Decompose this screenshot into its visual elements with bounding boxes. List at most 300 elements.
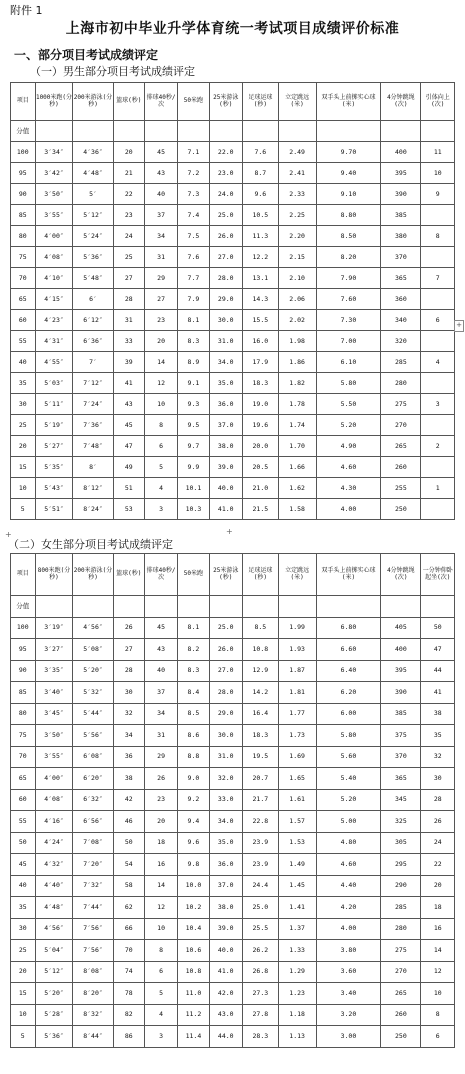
header-cell: 排球40秒/次 — [144, 554, 177, 596]
table-cell: 31 — [113, 310, 144, 331]
table-cell: 7.1 — [178, 142, 209, 163]
appendix-label: 附件 1 — [10, 4, 43, 17]
table-cell: 370 — [381, 247, 421, 268]
table-cell: 36 — [113, 746, 144, 768]
table-cell: 23.9 — [242, 854, 278, 876]
score-cell: 100 — [11, 617, 36, 639]
table-cell: 45 — [144, 142, 177, 163]
table-cell: 5′32″ — [73, 682, 113, 704]
table-cell: 31 — [144, 247, 177, 268]
table-cell: 395 — [381, 660, 421, 682]
table-cell: 3 — [144, 499, 177, 520]
table-cell: 8.50 — [316, 226, 381, 247]
header-cell: 足球运球(秒) — [242, 83, 278, 121]
table-cell: 3′45″ — [35, 703, 73, 725]
table-cell: 31.0 — [209, 331, 242, 352]
table-cell: 4′40″ — [35, 875, 73, 897]
table-cell: 5′20″ — [35, 983, 73, 1005]
table-cell: 8.3 — [178, 660, 209, 682]
table-cell: 325 — [381, 811, 421, 833]
table-cell: 47 — [113, 436, 144, 457]
table-cell: 5.80 — [316, 725, 381, 747]
table-cell: 9 — [421, 184, 455, 205]
table-cell: 32 — [113, 703, 144, 725]
table-cell: 7′56″ — [73, 918, 113, 940]
table-cell: 6 — [144, 436, 177, 457]
table-cell: 4.90 — [316, 436, 381, 457]
table-cell: 44.0 — [209, 1026, 242, 1048]
table-cell — [421, 415, 455, 436]
table-cell: 2.02 — [278, 310, 316, 331]
table-cell: 5′24″ — [73, 226, 113, 247]
table-cell: 4′16″ — [35, 811, 73, 833]
table-cell: 320 — [381, 331, 421, 352]
table-cell: 1.57 — [278, 811, 316, 833]
score-cell: 15 — [11, 457, 36, 478]
table-cell: 26.0 — [209, 226, 242, 247]
score-cell: 10 — [11, 1004, 36, 1026]
table-cell: 3.00 — [316, 1026, 381, 1048]
table-cell: 37 — [144, 205, 177, 226]
table-cell: 41 — [421, 682, 455, 704]
table-cell: 7′24″ — [73, 394, 113, 415]
table-cell: 38 — [421, 703, 455, 725]
table-cell: 5.20 — [316, 789, 381, 811]
score-cell: 90 — [11, 184, 36, 205]
table-cell: 43 — [113, 394, 144, 415]
table-move-handle[interactable]: + — [226, 527, 233, 536]
table-row — [11, 811, 455, 833]
table-cell: 8.5 — [178, 703, 209, 725]
table-cell: 4′24″ — [35, 832, 73, 854]
table-cell: 43.0 — [209, 1004, 242, 1026]
table-cell: 18 — [144, 832, 177, 854]
table-cell: 400 — [381, 142, 421, 163]
table-cell: 1.69 — [278, 746, 316, 768]
empty-cell — [35, 596, 73, 618]
table-cell: 4′08″ — [35, 247, 73, 268]
table-cell: 43 — [144, 639, 177, 661]
table-cell: 25.0 — [209, 617, 242, 639]
table-cell: 9.7 — [178, 436, 209, 457]
table-cell: 280 — [381, 918, 421, 940]
table-cell: 33 — [113, 331, 144, 352]
table-cell: 3′27″ — [35, 639, 73, 661]
table-cell: 2.49 — [278, 142, 316, 163]
table-cell: 10 — [421, 983, 455, 1005]
table-cell: 14 — [421, 940, 455, 962]
table-cell: 16.0 — [242, 331, 278, 352]
table-cell: 1.62 — [278, 478, 316, 499]
table-cell: 7′44″ — [73, 897, 113, 919]
table-cell: 23 — [144, 789, 177, 811]
table-cell: 25.0 — [242, 897, 278, 919]
table-row — [11, 310, 455, 331]
table-cell: 7′20″ — [73, 854, 113, 876]
table-row — [11, 394, 455, 415]
table-cell: 34 — [144, 703, 177, 725]
header-cell: 立定跳远(米) — [278, 554, 316, 596]
table-cell: 8.7 — [242, 163, 278, 184]
table-cell: 5′04″ — [35, 940, 73, 962]
table-cell: 46 — [113, 811, 144, 833]
table-cell: 3.20 — [316, 1004, 381, 1026]
header-cell: 项目 — [11, 554, 36, 596]
score-cell: 20 — [11, 436, 36, 457]
table-cell: 12 — [421, 961, 455, 983]
table-cell: 9.40 — [316, 163, 381, 184]
table-cell: 40 — [144, 660, 177, 682]
table-cell — [421, 373, 455, 394]
table-cell: 35.0 — [209, 373, 242, 394]
table-cell: 9.10 — [316, 184, 381, 205]
table-cell: 2.25 — [278, 205, 316, 226]
table-cell: 13.1 — [242, 268, 278, 289]
table-cell: 7′56″ — [73, 940, 113, 962]
table-cell: 24.0 — [209, 184, 242, 205]
table-cell: 86 — [113, 1026, 144, 1048]
table-cell: 11.0 — [178, 983, 209, 1005]
table-cell: 250 — [381, 499, 421, 520]
table-cell: 5′20″ — [73, 660, 113, 682]
empty-cell — [178, 121, 209, 142]
table-cell: 8.6 — [178, 725, 209, 747]
table-cell: 8.8 — [178, 746, 209, 768]
score-cell: 50 — [11, 832, 36, 854]
empty-cell — [209, 121, 242, 142]
header-cell: 50米跑 — [178, 554, 209, 596]
table-row — [11, 639, 455, 661]
table-cell: 7 — [421, 268, 455, 289]
table-cell: 42.0 — [209, 983, 242, 1005]
empty-cell — [316, 121, 381, 142]
score-cell: 65 — [11, 289, 36, 310]
table-cell: 4′31″ — [35, 331, 73, 352]
table-cell: 5′ — [73, 184, 113, 205]
table-cell: 3.40 — [316, 983, 381, 1005]
table-cell: 34 — [144, 226, 177, 247]
score-cell: 5 — [11, 499, 36, 520]
table-cell: 26.0 — [209, 639, 242, 661]
score-cell: 75 — [11, 725, 36, 747]
table-cell: 10.8 — [242, 639, 278, 661]
row-insert-handle[interactable]: + — [454, 320, 464, 332]
table-cell: 260 — [381, 1004, 421, 1026]
score-cell: 70 — [11, 746, 36, 768]
table-cell: 1.74 — [278, 415, 316, 436]
table-cell: 6 — [144, 961, 177, 983]
table-cell: 340 — [381, 310, 421, 331]
table-cell: 19.6 — [242, 415, 278, 436]
header-cell: 篮球(秒) — [113, 554, 144, 596]
score-cell: 95 — [11, 163, 36, 184]
table-cell: 5.00 — [316, 811, 381, 833]
table-cell: 23.0 — [209, 163, 242, 184]
table-cell: 10 — [144, 918, 177, 940]
table-cell: 395 — [381, 163, 421, 184]
table-row — [11, 268, 455, 289]
table-cell: 4.60 — [316, 854, 381, 876]
table-cell: 10 — [144, 394, 177, 415]
table-row — [11, 436, 455, 457]
table-cell: 3 — [421, 394, 455, 415]
table-cell: 11.2 — [178, 1004, 209, 1026]
header-cell: 篮球(秒) — [113, 83, 144, 121]
table-cell — [421, 205, 455, 226]
table-row — [11, 352, 455, 373]
table-cell: 1.53 — [278, 832, 316, 854]
table-row — [11, 746, 455, 768]
score-cell: 30 — [11, 918, 36, 940]
table-cell: 53 — [113, 499, 144, 520]
table-cell: 1.58 — [278, 499, 316, 520]
table-cell: 23.9 — [242, 832, 278, 854]
table-row — [11, 832, 455, 854]
table-cell: 45 — [144, 617, 177, 639]
table-cell: 1.82 — [278, 373, 316, 394]
table-cell: 34.0 — [209, 811, 242, 833]
empty-cell — [421, 121, 455, 142]
table-cell: 375 — [381, 725, 421, 747]
table-cell: 345 — [381, 789, 421, 811]
table-row — [11, 918, 455, 940]
table-cell: 30.0 — [209, 725, 242, 747]
table-cell: 28 — [113, 660, 144, 682]
table-cell: 20 — [113, 142, 144, 163]
table-cell: 6.00 — [316, 703, 381, 725]
table-cell: 39.0 — [209, 918, 242, 940]
table-cell: 14 — [144, 352, 177, 373]
table-cell: 7.6 — [242, 142, 278, 163]
table-cell: 7′08″ — [73, 832, 113, 854]
table-cell: 9.3 — [178, 394, 209, 415]
table-cell: 9.2 — [178, 789, 209, 811]
table-cell: 265 — [381, 436, 421, 457]
table-cell: 7.4 — [178, 205, 209, 226]
table-cell: 66 — [113, 918, 144, 940]
table-cell: 5′08″ — [73, 639, 113, 661]
table-cell: 16 — [421, 918, 455, 940]
table-cell: 37.0 — [209, 415, 242, 436]
table-cell: 5.60 — [316, 746, 381, 768]
table-cell: 25.5 — [242, 918, 278, 940]
table-cell: 1.61 — [278, 789, 316, 811]
table-cell: 20 — [144, 811, 177, 833]
table-cell: 6.60 — [316, 639, 381, 661]
table-cell: 41.0 — [209, 499, 242, 520]
table-cell: 4′00″ — [35, 768, 73, 790]
table-cell: 285 — [381, 352, 421, 373]
score-label-row — [11, 121, 455, 142]
empty-cell — [113, 121, 144, 142]
table-row — [11, 725, 455, 747]
score-cell: 25 — [11, 415, 36, 436]
table-cell: 7′36″ — [73, 415, 113, 436]
table-cell: 62 — [113, 897, 144, 919]
table-row — [11, 854, 455, 876]
score-cell: 35 — [11, 373, 36, 394]
table-cell: 5′35″ — [35, 457, 73, 478]
table-cell: 29.0 — [209, 703, 242, 725]
table-cell: 4 — [144, 1004, 177, 1026]
score-cell: 85 — [11, 682, 36, 704]
header-cell: 足球运球(秒) — [242, 554, 278, 596]
table-cell: 4.60 — [316, 457, 381, 478]
score-cell: 75 — [11, 247, 36, 268]
table-cell — [421, 499, 455, 520]
table-cell: 4′48″ — [35, 897, 73, 919]
table-cell: 265 — [381, 983, 421, 1005]
table-cell: 4′08″ — [35, 789, 73, 811]
table-cell: 3 — [144, 1026, 177, 1048]
table-cell: 35 — [421, 725, 455, 747]
table-cell: 7.5 — [178, 226, 209, 247]
boys-table-caption: （一）男生部分项目考试成绩评定 — [30, 65, 195, 78]
score-cell: 80 — [11, 226, 36, 247]
table-anchor-handle[interactable]: + — [5, 530, 12, 539]
table-cell: 7′ — [73, 352, 113, 373]
table-cell: 28 — [421, 789, 455, 811]
table-cell: 255 — [381, 478, 421, 499]
table-cell: 5′43″ — [35, 478, 73, 499]
table-cell: 7.7 — [178, 268, 209, 289]
table-cell: 38 — [113, 768, 144, 790]
table-cell: 26 — [421, 811, 455, 833]
empty-cell — [113, 596, 144, 618]
table-cell: 27 — [113, 268, 144, 289]
table-cell: 16 — [144, 854, 177, 876]
table-cell: 2.15 — [278, 247, 316, 268]
table-cell: 6 — [421, 310, 455, 331]
table-cell: 12.2 — [242, 247, 278, 268]
table-row — [11, 617, 455, 639]
table-cell: 12.9 — [242, 660, 278, 682]
table-cell: 29 — [144, 268, 177, 289]
table-cell: 26.2 — [242, 940, 278, 962]
table-cell: 47 — [421, 639, 455, 661]
table-cell: 39.0 — [209, 457, 242, 478]
score-cell: 60 — [11, 310, 36, 331]
table-cell: 4.20 — [316, 897, 381, 919]
table-cell: 7.3 — [178, 184, 209, 205]
table-cell: 22.8 — [242, 811, 278, 833]
empty-cell — [144, 121, 177, 142]
header-cell: 双手头上前掷实心球(米) — [316, 83, 381, 121]
table-cell: 4 — [421, 352, 455, 373]
table-cell: 44 — [421, 660, 455, 682]
table-cell: 1.41 — [278, 897, 316, 919]
table-cell: 41.0 — [209, 961, 242, 983]
table-row — [11, 457, 455, 478]
table-cell: 18 — [421, 897, 455, 919]
table-cell: 370 — [381, 746, 421, 768]
table-cell: 1.93 — [278, 639, 316, 661]
table-cell: 49 — [113, 457, 144, 478]
table-cell: 290 — [381, 875, 421, 897]
table-cell: 37.0 — [209, 875, 242, 897]
table-row — [11, 875, 455, 897]
table-cell: 4 — [144, 478, 177, 499]
table-cell: 27.0 — [209, 660, 242, 682]
table-cell: 14 — [144, 875, 177, 897]
header-cell: 4分钟跳绳(次) — [381, 83, 421, 121]
table-cell: 1.37 — [278, 918, 316, 940]
empty-cell — [421, 596, 455, 618]
table-cell: 29 — [144, 746, 177, 768]
score-label-cell: 分值 — [11, 596, 36, 618]
table-cell: 58 — [113, 875, 144, 897]
table-cell: 285 — [381, 897, 421, 919]
table-cell: 32 — [421, 746, 455, 768]
table-cell: 18.3 — [242, 725, 278, 747]
table-cell: 3′50″ — [35, 725, 73, 747]
table-cell — [421, 289, 455, 310]
table-cell: 39 — [113, 352, 144, 373]
table-cell: 3′55″ — [35, 205, 73, 226]
score-cell: 5 — [11, 1026, 36, 1048]
table-row — [11, 703, 455, 725]
header-cell: 双手头上前掷实心球(米) — [316, 554, 381, 596]
table-cell: 8 — [421, 1004, 455, 1026]
table-cell: 10.2 — [178, 897, 209, 919]
table-cell: 1.49 — [278, 854, 316, 876]
table-cell: 2.33 — [278, 184, 316, 205]
table-cell: 14.2 — [242, 682, 278, 704]
table-cell: 270 — [381, 961, 421, 983]
table-cell: 2 — [421, 436, 455, 457]
score-cell: 40 — [11, 875, 36, 897]
header-cell: 项目 — [11, 83, 36, 121]
table-cell: 1.18 — [278, 1004, 316, 1026]
table-cell: 30 — [113, 682, 144, 704]
table-cell: 365 — [381, 268, 421, 289]
table-cell: 27.8 — [242, 1004, 278, 1026]
table-cell: 5′48″ — [73, 268, 113, 289]
table-cell: 6.10 — [316, 352, 381, 373]
table-cell: 6′56″ — [73, 811, 113, 833]
table-cell: 3.80 — [316, 940, 381, 962]
table-row — [11, 478, 455, 499]
table-cell: 82 — [113, 1004, 144, 1026]
table-cell: 1.70 — [278, 436, 316, 457]
table-cell: 1.13 — [278, 1026, 316, 1048]
table-cell: 22 — [421, 854, 455, 876]
page-title: 上海市初中毕业升学体育统一考试项目成绩评价标准 — [65, 21, 400, 37]
table-cell: 5.50 — [316, 394, 381, 415]
table-cell: 7.30 — [316, 310, 381, 331]
table-cell: 27 — [144, 289, 177, 310]
table-cell: 10 — [421, 163, 455, 184]
table-cell: 50 — [113, 832, 144, 854]
table-cell: 5′19″ — [35, 415, 73, 436]
table-cell: 8.4 — [178, 682, 209, 704]
girls-table-caption: （二）女生部分项目考试成绩评定 — [8, 538, 173, 551]
table-cell: 4.00 — [316, 918, 381, 940]
empty-cell — [178, 596, 209, 618]
table-cell: 8.9 — [178, 352, 209, 373]
table-cell: 5′27″ — [35, 436, 73, 457]
table-cell: 250 — [381, 1026, 421, 1048]
table-cell: 31 — [144, 725, 177, 747]
table-cell: 20 — [144, 331, 177, 352]
table-cell: 10.3 — [178, 499, 209, 520]
header-cell: 1000米跑(分秒) — [35, 83, 73, 121]
table-cell: 2.20 — [278, 226, 316, 247]
table-cell: 35.0 — [209, 832, 242, 854]
table-cell — [421, 457, 455, 478]
empty-cell — [73, 596, 113, 618]
table-cell: 37 — [144, 682, 177, 704]
